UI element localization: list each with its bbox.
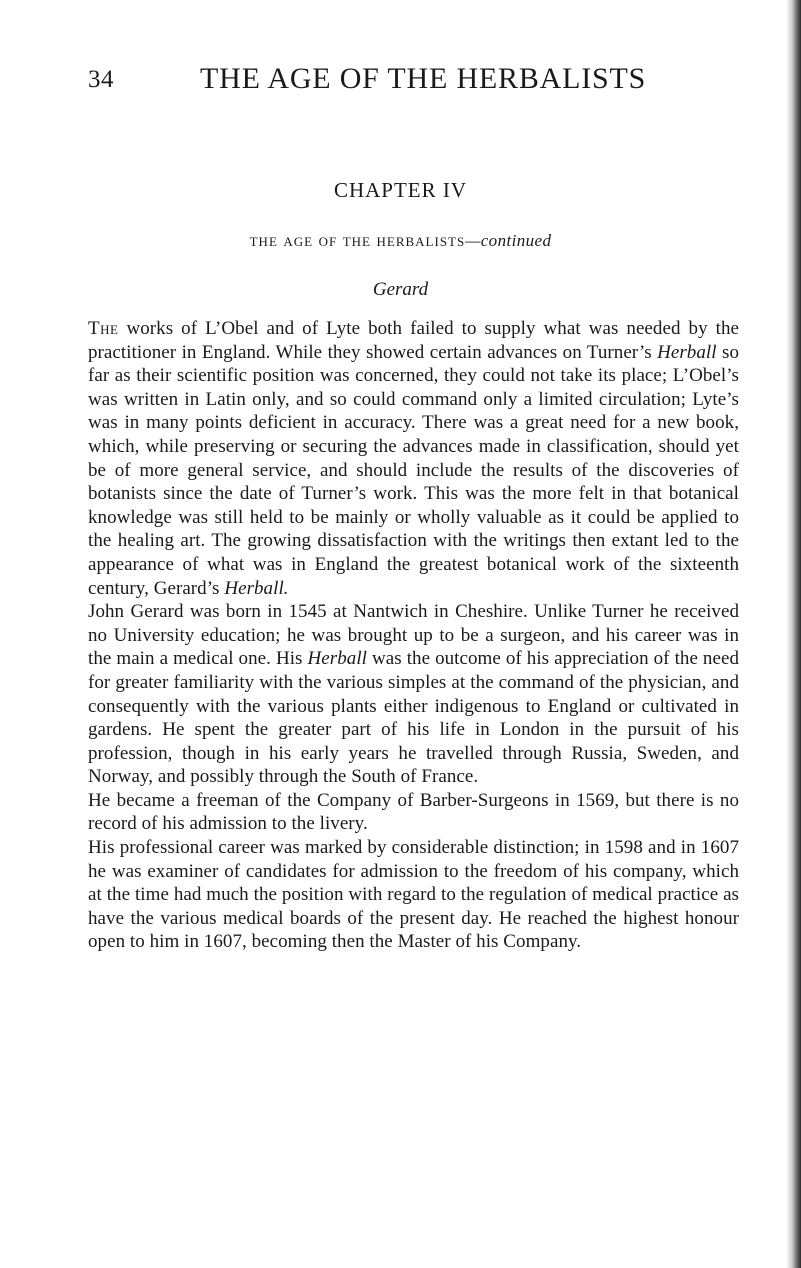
chapter-subtitle [0,230,801,251]
book-title: Herball. [224,577,289,599]
chapter-heading [0,178,801,203]
running-title: THE AGE OF THE HERBALISTS [200,62,647,95]
chapter-number: CHAPTER IV [333,178,468,202]
running-head [88,62,768,102]
paragraph-text: works of L’Obel and of Lyte both failed to supply what was needed by the practitioner in England. While they showed certain advances on Turner’s [88,318,739,363]
paragraph-text: so far as their scientific position was concerned, they could not take its place; L’Obel’s was written in Latin only, and so could command only a limited circulation; Lyte’s was in many points deficient in accuracy. There was a great need for a new book, which, while preserving or securing the advances made in classification, should yet be of more general service, and should include the results of the discoveries of botanists since the date of Turner’s work. This was the more felt in that botanical knowledge was still held to be mainly or wholly valuable as it could be applied to the healing art. The growing dissatisfaction with the writings then extant led to the appearance of what was in England the greatest botanical work of the sixteenth century, Gerard’s [88,341,739,599]
paragraph [88,317,739,600]
paragraph-text: John Gerard was born in 1545 at Nantwich in Cheshire. Unlike Turner he received no University education; he was brought up to be a surgeon, and his career was in the main a medical one. His [88,601,739,670]
body-text [88,317,739,954]
paragraph-text: His professional career was marked by considerable distinction; in 1598 and in 1607 he was examiner of candidates for admission to the freedom of his company, which at the time had much the position with regard to the regulation of medical practice as have the various medical boards of the present day. He reached the highest honour open to him in 1607, becoming then the Master of his Company. [88,837,739,953]
page-number: 34 [88,66,114,93]
paragraph-text: He became a freeman of the Company of Barber-Surgeons in 1569, but there is no record of his admission to the livery. [88,789,739,835]
paragraph [88,789,739,836]
book-title: Herball [657,341,717,363]
paragraph [88,600,739,789]
paragraph-lead-word: The [88,318,119,339]
chapter-subtitle-caps: the age of the herbalists [249,230,466,250]
paragraph [88,836,739,954]
book-title: Herball [307,648,367,670]
paragraph-text: was the outcome of his appreciation of the need for greater familiarity with the various simples at the command of the physician, and consequently with the various plants either indigenous to England or cultivated in gardens. He spent the greater part of his life in London in the pursuit of his profession, though in his early years he travelled through Russia, Sweden, and Norway, and possibly through the South of France. [88,648,740,788]
chapter-subtitle-continued: —continued [465,231,552,250]
section-heading: Gerard [372,279,429,300]
